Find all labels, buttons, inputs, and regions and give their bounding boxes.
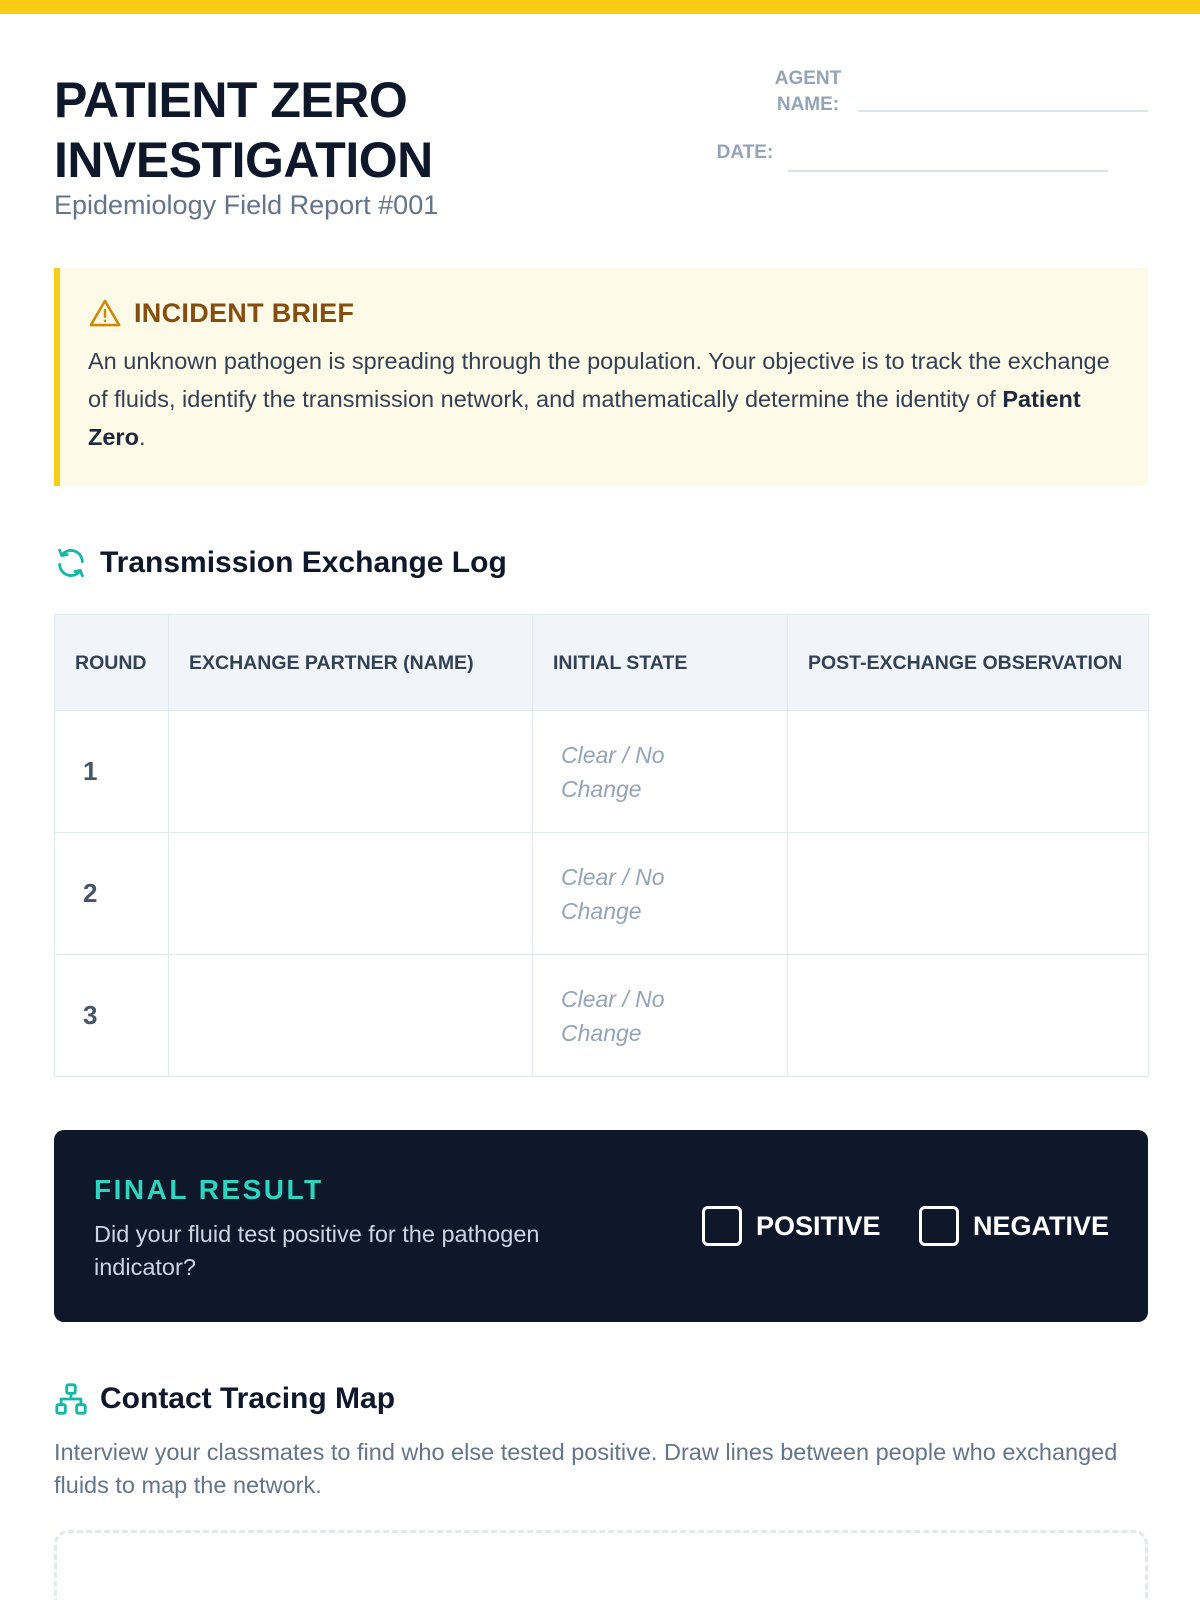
partner-name-cell[interactable] [169,955,533,1077]
date-field[interactable] [788,170,1108,172]
observation-cell[interactable] [788,955,1149,1077]
column-header-initial-state: INITIAL STATE [533,615,788,711]
page-title: PATIENT ZERO INVESTIGATION [54,72,433,188]
brief-text-end: . [138,424,146,450]
contact-map-drawing-area[interactable] [54,1530,1148,1600]
table-row [55,711,1149,833]
observation-cell[interactable] [788,711,1149,833]
column-header-round: ROUND [55,615,169,711]
log-section-title: Transmission Exchange Log [100,546,507,579]
brief-text-part: An unknown pathogen is spreading through the population. Your objective is to track the exchange of fluids, identify the transmission network, and mathematically determine the identity of [88,348,1110,412]
negative-label: NEGATIVE [973,1210,1110,1241]
round-number: 1 [55,711,169,833]
observation-cell[interactable] [788,833,1149,955]
negative-option[interactable] [919,1206,1109,1246]
brief-title: INCIDENT BRIEF [134,297,355,328]
positive-checkbox[interactable] [702,1206,742,1246]
agent-name-label: AGENT NAME: [774,68,842,115]
date-label: DATE: [716,142,774,163]
top-accent-bar [0,0,1200,14]
agent-name-field[interactable] [858,110,1148,112]
brief-text [88,342,1118,456]
log-section-heading [54,546,507,580]
column-header-observation: POST-EXCHANGE OBSERVATION [788,615,1149,711]
network-tree-icon [54,1382,88,1416]
refresh-arrows-icon [54,546,88,580]
partner-name-cell[interactable] [169,711,533,833]
negative-checkbox[interactable] [919,1206,959,1246]
initial-state-cell: Clear / No Change [533,833,788,955]
report-header [54,70,1148,230]
final-result-panel [54,1130,1148,1322]
partner-name-cell[interactable] [169,833,533,955]
column-header-partner: EXCHANGE PARTNER (NAME) [169,615,533,711]
round-number: 2 [55,833,169,955]
brief-text-emphasis: Patient Zero [88,386,1081,450]
table-row [55,955,1149,1077]
table-header-row [55,615,1149,711]
map-description: Interview your classmates to find who else tested positive. Draw lines between people who exchanged fluids to map the network. [54,1439,1118,1498]
warning-triangle-icon [88,296,122,330]
page-subtitle: Epidemiology Field Report #001 [54,190,439,220]
final-result-title: FINAL RESULT [94,1174,324,1205]
incident-brief [54,268,1148,486]
round-number: 3 [55,955,169,1077]
initial-state-cell: Clear / No Change [533,955,788,1077]
initial-state-cell: Clear / No Change [533,711,788,833]
map-section-title: Contact Tracing Map [100,1382,396,1415]
brief-heading [88,296,354,330]
final-result-question: Did your fluid test positive for the pathogen indicator? [94,1221,540,1280]
map-section-heading [54,1382,395,1416]
positive-option[interactable] [702,1206,881,1246]
exchange-log-table [54,614,1149,1077]
table-row [55,833,1149,955]
positive-label: POSITIVE [756,1210,881,1241]
